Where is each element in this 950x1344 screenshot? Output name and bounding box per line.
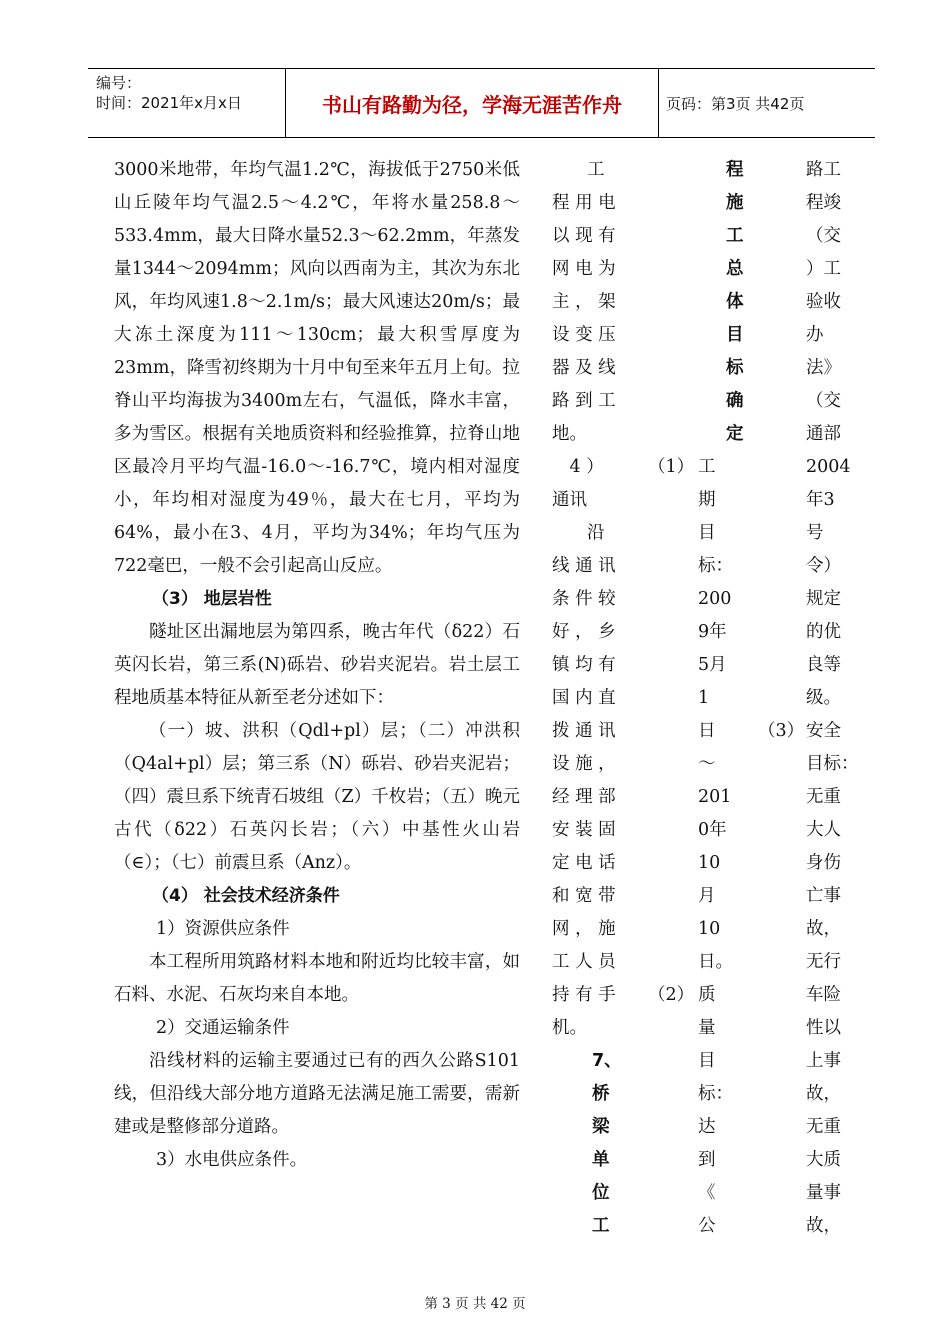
- column-2-line: 以 现 有: [552, 226, 616, 246]
- column-5-line: 标：: [698, 556, 733, 576]
- column-2-line: 工 人 员: [552, 952, 616, 972]
- column-2-line: 定 电 话: [552, 853, 616, 873]
- column-4-line: 工: [726, 226, 744, 246]
- column-5-line: 9年: [698, 622, 727, 642]
- column-2-line: 网 ， 施: [552, 919, 616, 939]
- column-3-bridge-line: 桥: [592, 1084, 610, 1104]
- column-2-line: 国 内 直: [552, 688, 616, 708]
- column-3-bridge-line: 单: [592, 1150, 610, 1170]
- column-6: [758, 715, 805, 748]
- column-7-line: 号: [806, 523, 824, 543]
- column-7-line: 的优: [806, 622, 841, 642]
- column-7-line: 大人: [806, 820, 841, 840]
- column-5-line: 目: [698, 523, 716, 543]
- column-4-line: 目: [726, 325, 744, 345]
- climate-paragraph: 3000米地带，年均气温1.2℃，海拔低于2750米低山丘陵年均气温2.5～4.2℃，年将水量258.8～533.4mm，最大日降水量52.3～62.2mm，年蒸发量1344～2094mm；风向以西南为主，其次为东北风，年均风速1.8～2.1m/s；最大风速达20m/s；最大冻土深度为111～130cm；最大积雪厚度为23mm，降雪初终期为十月中旬至来年五月上旬。拉脊山平均海拔为3400m左右，气温低，降水丰富，多为雪区。根据有关地质资料和经验推算，拉脊山地区最冷月平均气温-16.0～-16.7℃，境内相对湿度小，年均相对湿度为49％，最大在七月，平均为64%，最小在3、4月，平均为34%；年均气压为722毫巴，一般不会引起高山反应。: [114, 160, 520, 576]
- column-7-line: 级。: [806, 688, 841, 708]
- column-2-line: 地。: [552, 424, 587, 444]
- column-2-line: 程 用 电: [552, 193, 616, 213]
- column-5-line: 0年: [698, 820, 727, 840]
- column-3-bridge-line: 位: [592, 1183, 610, 1203]
- column-4-line: 体: [726, 292, 744, 312]
- column-7-line: 身伤: [806, 853, 841, 873]
- column-7-line: 通部: [806, 424, 841, 444]
- column-7-line: 大质: [806, 1150, 841, 1170]
- column-7-line: 故，: [806, 1216, 841, 1236]
- subheading-transport: 2）交通运输条件: [156, 1018, 290, 1038]
- column-7-line: 规定: [806, 589, 841, 609]
- column-7: [806, 154, 876, 1243]
- column-2-line: 路 到 工: [552, 391, 616, 411]
- column-5-line: ～: [698, 754, 716, 774]
- column-5-line: 日: [698, 721, 716, 741]
- column-7-line: 无行: [806, 952, 841, 972]
- column-7-line: 路工: [806, 160, 841, 180]
- column-5-line: 1: [698, 688, 710, 708]
- column-7-line: （交: [806, 226, 841, 246]
- column-2-line: 沿: [552, 523, 605, 543]
- column-5-line: 公: [698, 1216, 716, 1236]
- document-number-label: 编号：: [96, 74, 142, 92]
- column-2-line: 器 及 线: [552, 358, 616, 378]
- column-7-line: 量事: [806, 1183, 841, 1203]
- column-5-line: 200: [698, 589, 732, 609]
- column-3-lower: [648, 979, 695, 1012]
- column-3-bridge-line: 工: [592, 1216, 610, 1236]
- column-7-line: 故，: [806, 1084, 841, 1104]
- column-2-line: 工: [552, 160, 605, 180]
- page-header: [88, 68, 875, 138]
- column-5-line: 日。: [698, 952, 733, 972]
- header-left: [96, 73, 242, 113]
- column-2-line: 和 宽 带: [552, 886, 616, 906]
- column-7-line: （交: [806, 391, 841, 411]
- column-2-line: 通讯: [552, 490, 587, 510]
- column-5-line: 期: [698, 490, 716, 510]
- column-3-bridge-line: 7、: [592, 1051, 622, 1071]
- column-5-line: 《: [698, 1183, 716, 1203]
- document-time-label: 时间：2021年x月x日: [96, 94, 242, 112]
- column-7-line: 程竣: [806, 193, 841, 213]
- column-4-line: 程: [726, 160, 744, 180]
- column-4-line: 确: [726, 391, 744, 411]
- column-2-line: 条 件 较: [552, 589, 616, 609]
- transport-paragraph: 沿线材料的运输主要通过已有的西久公路S101线，但沿线大部分地方道路无法满足施工需要，需新建或是整修部分道路。: [114, 1051, 520, 1137]
- column-5-line: 10: [698, 919, 721, 939]
- column-4-line: 标: [726, 358, 744, 378]
- column-2-line: 持 有 手: [552, 985, 616, 1005]
- column-5: [698, 451, 748, 1243]
- column-4-line: 施: [726, 193, 744, 213]
- column-5-line: 质: [698, 985, 716, 1005]
- subheading-utilities: 3）水电供应条件。: [156, 1150, 308, 1170]
- column-5-line: 201: [698, 787, 732, 807]
- column-3-bridge-line: 梁: [592, 1117, 610, 1137]
- column-2: [552, 154, 632, 1045]
- column-2-line: 经 理 部: [552, 787, 616, 807]
- column-7-line: 令）: [806, 556, 841, 576]
- list-item-marker-3: （3）: [758, 721, 805, 741]
- column-3-bridge: [592, 1045, 642, 1243]
- column-4-line: 总: [726, 259, 744, 279]
- column-7-line: 性以: [806, 1018, 841, 1038]
- column-4-heading: [726, 154, 752, 451]
- column-2-line: 4 ）: [552, 457, 604, 477]
- header-divider-right: [658, 69, 659, 137]
- column-5-line: 量: [698, 1018, 716, 1038]
- column-7-line: 验收: [806, 292, 841, 312]
- header-motto: 书山有路勤为径，学海无涯苦作舟: [322, 92, 622, 117]
- column-7-line: 亡事: [806, 886, 841, 906]
- section-heading-stratum: （3） 地层岩性: [152, 589, 272, 609]
- column-2-line: 设 施 ，: [552, 754, 616, 774]
- column-2-line: 拨 通 讯: [552, 721, 616, 741]
- column-2-line: 安 装 固: [552, 820, 616, 840]
- column-3: [648, 451, 695, 484]
- column-5-line: 目: [698, 1051, 716, 1071]
- column-2-line: 主 ， 架: [552, 292, 616, 312]
- column-5-line: 5月: [698, 655, 727, 675]
- column-7-line: 车险: [806, 985, 841, 1005]
- column-5-line: 标：: [698, 1084, 733, 1104]
- strata-list-paragraph: （一）坡、洪积（Qdl+pl）层；（二）冲洪积（Q4al+pl）层；第三系（N）砾岩、砂岩夹泥岩；（四）震旦系下统青石坡组（Z）千枚岩；（五）晚元古代（δ22）石英闪长岩；（六）中基性火山岩（∈）；（七）前震旦系（Anz）。: [114, 721, 520, 873]
- column-7-line: 办: [806, 325, 824, 345]
- column-2-line: 机。: [552, 1018, 587, 1038]
- page-footer: 第 3 页 共 42 页: [424, 1296, 526, 1312]
- column-7-line: 年3: [806, 490, 835, 510]
- column-7-line: 故，: [806, 919, 841, 939]
- column-7-line: 安全: [806, 721, 841, 741]
- column-5-line: 月: [698, 886, 716, 906]
- column-2-line: 好 ， 乡: [552, 622, 616, 642]
- column-7-line: 无重: [806, 787, 841, 807]
- column-2-line: 镇 均 有: [552, 655, 616, 675]
- column-5-line: 工: [698, 457, 716, 477]
- column-5-line: 10: [698, 853, 721, 873]
- section-heading-social: （4） 社会技术经济条件: [152, 886, 340, 906]
- stratum-paragraph: 隧址区出漏地层为第四系，晚古年代（δ22）石英闪长岩，第三系(N)砾岩、砂岩夹泥岩。岩土层工程地质基本特征从新至老分述如下：: [114, 622, 520, 708]
- column-2-line: 网 电 为: [552, 259, 616, 279]
- column-5-line: 到: [698, 1150, 716, 1170]
- column-7-line: 上事: [806, 1051, 841, 1071]
- column-7-line: 法》: [806, 358, 841, 378]
- column-7-line: 2004: [806, 457, 851, 477]
- column-2-line: 线 通 讯: [552, 556, 616, 576]
- column-7-line: ）工: [806, 259, 841, 279]
- column-2-line: 设 变 压: [552, 325, 616, 345]
- column-4-line: 定: [726, 424, 744, 444]
- column-7-line: 无重: [806, 1117, 841, 1137]
- column-7-line: 良等: [806, 655, 841, 675]
- column-5-line: 达: [698, 1117, 716, 1137]
- list-item-marker-2: （2）: [648, 985, 695, 1005]
- main-text-column: [114, 154, 520, 1177]
- resources-paragraph: 本工程所用筑路材料本地和附近均比较丰富，如石料、水泥、石灰均来自本地。: [114, 952, 520, 1005]
- subheading-resources: 1）资源供应条件: [156, 919, 290, 939]
- list-item-marker-1: （1）: [648, 457, 695, 477]
- header-page-number: 页码：第3页 共42页: [666, 94, 805, 113]
- column-7-line: 目标：: [806, 754, 859, 774]
